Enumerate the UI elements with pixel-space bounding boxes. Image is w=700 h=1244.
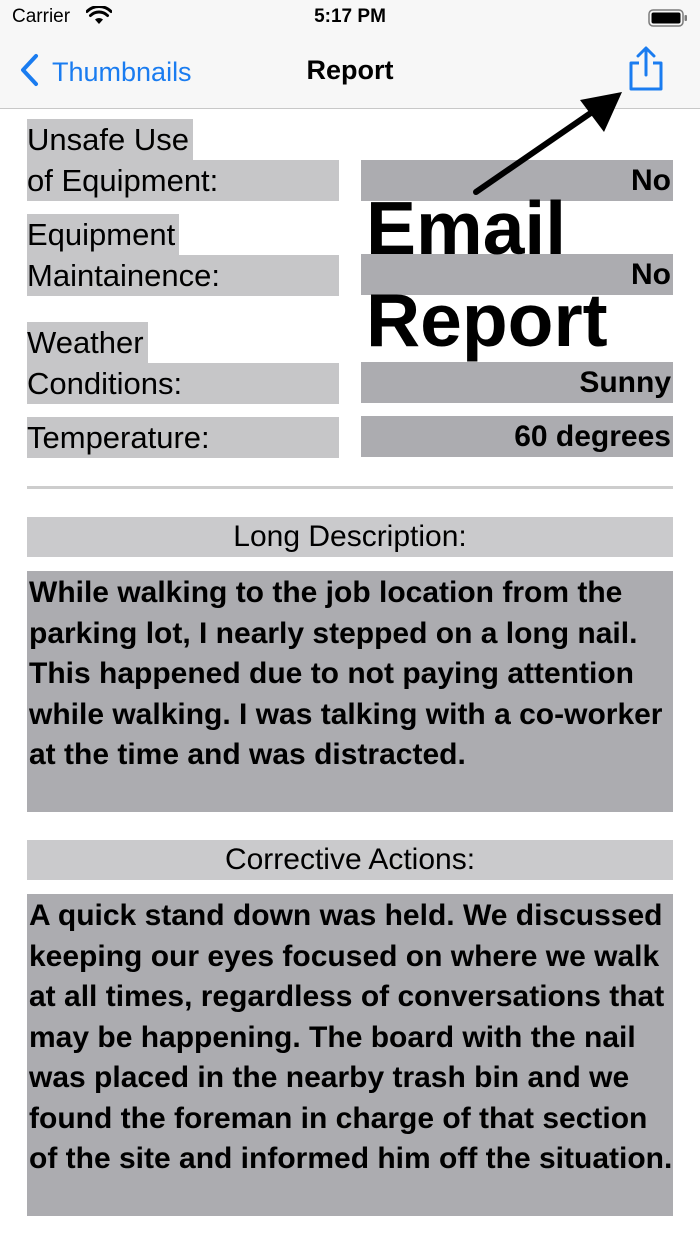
annotation-arrow-icon: [470, 80, 630, 205]
annotation-email-text: Email: [366, 186, 567, 270]
field-label-temperature: Temperature:: [27, 417, 339, 458]
annotation-report-text: Report: [366, 278, 608, 362]
corrective-actions-heading: Corrective Actions:: [27, 840, 673, 880]
carrier-label: Carrier: [12, 6, 71, 27]
battery-icon: [648, 9, 688, 32]
field-value-unsafe-use: No: [361, 160, 673, 201]
page-title: Report: [306, 55, 394, 85]
field-value-temperature: 60 degrees: [361, 416, 673, 457]
share-icon: [626, 79, 666, 96]
status-bar: [0, 0, 700, 36]
field-label-unsafe-use: Unsafe Use of Equipment:: [27, 119, 339, 201]
status-time: 5:17 PM: [314, 6, 386, 27]
field-label-equipment-maintenance: Equipment Maintainence:: [27, 214, 339, 296]
back-button-label: Thumbnails: [52, 56, 192, 87]
field-value-equipment-maintenance: No: [361, 254, 673, 295]
field-label-weather: Weather Conditions:: [27, 322, 339, 404]
corrective-actions-text: A quick stand down was held. We discussed keeping our eyes focused on where we walk at all times, regardless of conversations that may be happening. The board with the nail was placed in the nearby trash bin and we found the foreman in charge of that section of the site and informed him off the situation.: [27, 894, 673, 1216]
section-divider: [27, 486, 673, 489]
long-description-text: While walking to the job location from the parking lot, I nearly stepped on a long nail. This happened due to not paying attention while walking. I was talking with a co-worker at the time and was distracted.: [27, 571, 673, 812]
field-value-weather: Sunny: [361, 362, 673, 403]
long-description-heading: Long Description:: [27, 517, 673, 557]
share-button[interactable]: [626, 46, 666, 97]
